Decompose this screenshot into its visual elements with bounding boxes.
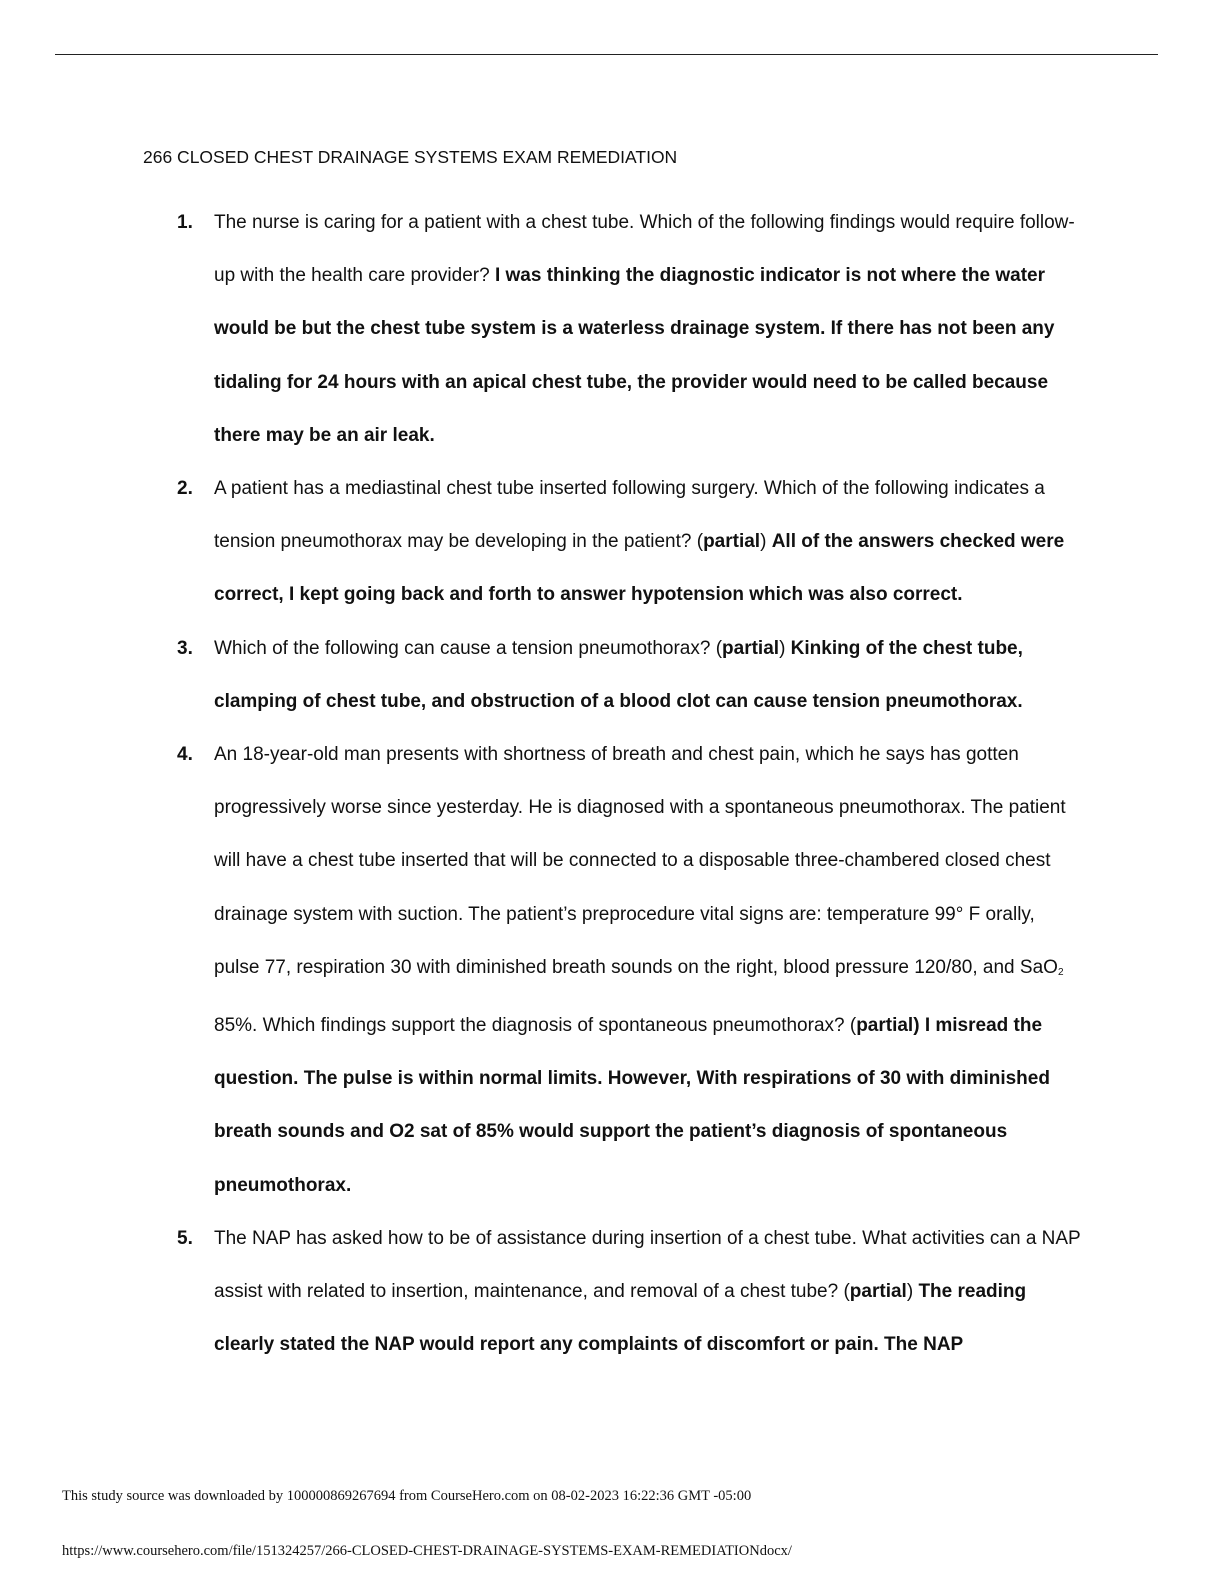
remediation-note: Kinking of the chest tube, clamping of chest tube, and obstruction of a blood clot can cause tension pneumothorax. — [214, 637, 1023, 712]
question-2: 2. A patient has a mediastinal chest tube inserted following surgery. Which of the following indicates a tension pneumothorax may be developing in the patient? (partial) All of the answers checked were correct, I kept going back and forth to answer hypotension which was also correct. — [214, 462, 1084, 622]
question-1 — [177, 196, 1084, 462]
partial-tag: partial — [703, 531, 761, 553]
document-title: 266 CLOSED CHEST DRAINAGE SYSTEMS EXAM REMEDIATION — [143, 147, 678, 167]
remediation-note: I misread the question. The pulse is within normal limits. However, With respirations of 30 with diminished breath sounds and O2 sat of 85% would support the patient’s diagnosis of spontaneous pneumothorax. — [214, 1015, 1050, 1196]
question-number: 4. — [177, 744, 193, 766]
download-notice: This study source was downloaded by 100000869267694 from CourseHero.com on 08-02-2023 16:22:36 GMT -05:00 — [62, 1488, 752, 1504]
remediation-note: The reading clearly stated the NAP would report any complaints of discomfort or pain. The NAP — [214, 1281, 1027, 1356]
subscript: 2 — [1057, 966, 1064, 978]
partial-tag: partial — [849, 1281, 907, 1303]
partial-tag: partial) — [856, 1015, 920, 1037]
remediation-note: All of the answers checked were correct, I kept going back and forth to answer hypotension which was also correct. — [214, 531, 1065, 606]
source-url[interactable]: https://www.coursehero.com/file/151324257/266-CLOSED-CHEST-DRAINAGE-SYSTEMS-EXAM-REMEDIATIONdocx/ — [62, 1543, 792, 1559]
partial-tag: partial — [722, 637, 780, 659]
question-text: The nurse is caring for a patient with a chest tube. Which of the following findings would require follow-up with the health care provider? — [214, 212, 1075, 287]
header-rule — [55, 54, 1158, 55]
question-text: The NAP has asked how to be of assistance during insertion of a chest tube. What activities can a NAP assist with related to insertion, maintenance, and removal of a chest tube? — [214, 1227, 1081, 1303]
question-number: 5. — [177, 1227, 193, 1249]
question-text: A patient has a mediastinal chest tube inserted following surgery. Which of the following indicates a tension pneumothorax may be developing in the patient? — [214, 478, 1045, 553]
question-number: 3. — [177, 637, 193, 659]
question-number: 2. — [177, 478, 193, 500]
question-4: 4. An 18-year-old man presents with shortness of breath and chest pain, which he says has gotten progressively worse since yesterday. He is diagnosed with a spontaneous pneumothorax. The patient will have a chest tube inserted that will be connected to a disposable three-chambered closed chest drainage system with suction. The patient’s preprocedure vital signs are: temperature 99° F orally, pulse 77, respiration 30 with diminished breath sounds on the right, blood pressure 120/80, and SaO$_2$ 85%. Which findings support the diagnosis of spontaneous pneumothorax? (partial) I misread the question. The pulse is within normal limits. However, With respirations of 30 with diminished breath sounds and O2 sat of 85% would support the patient’s diagnosis of spontaneous pneumothorax. — [214, 728, 1084, 1212]
question-3: 3. Which of the following can cause a tension pneumothorax? (partial) Kinking of the chest tube, clamping of chest tube, and obstruction of a blood clot can cause tension pneumothorax. — [214, 622, 1084, 728]
question-number: 1. — [177, 212, 193, 233]
remediation-note: I was thinking the diagnostic indicator is not where the water would be but the chest tube system is a waterless drainage system. If there has not been any tidaling for 24 hours with an apical chest tube, the provider would need to be called because there may be an air leak. — [214, 265, 1055, 446]
question-5: 5. The NAP has asked how to be of assistance during insertion of a chest tube. What activities can a NAP assist with related to insertion, maintenance, and removal of a chest tube? (partial) The reading clearly stated the NAP would report any complaints of discomfort or pain. The NAP — [214, 1212, 1084, 1372]
question-text: Which of the following can cause a tension pneumothorax? — [214, 637, 711, 659]
question-text: An 18-year-old man presents with shortness of breath and chest pain, which he says has gotten progressively worse since yesterday. He is diagnosed with a spontaneous pneumothorax. The patient will have a chest tube inserted that will be connected to a disposable three-chambered closed chest drainage system with suction. The patient’s preprocedure vital signs are: temperature 99° F orally, pulse 77, respiration 30 with diminished breath sounds on the right, blood pressure 120/80, and SaO$_2$ 85%. Which findings support the diagnosis of spontaneous pneumothorax? — [214, 744, 1066, 1037]
question-list — [177, 196, 1084, 1371]
